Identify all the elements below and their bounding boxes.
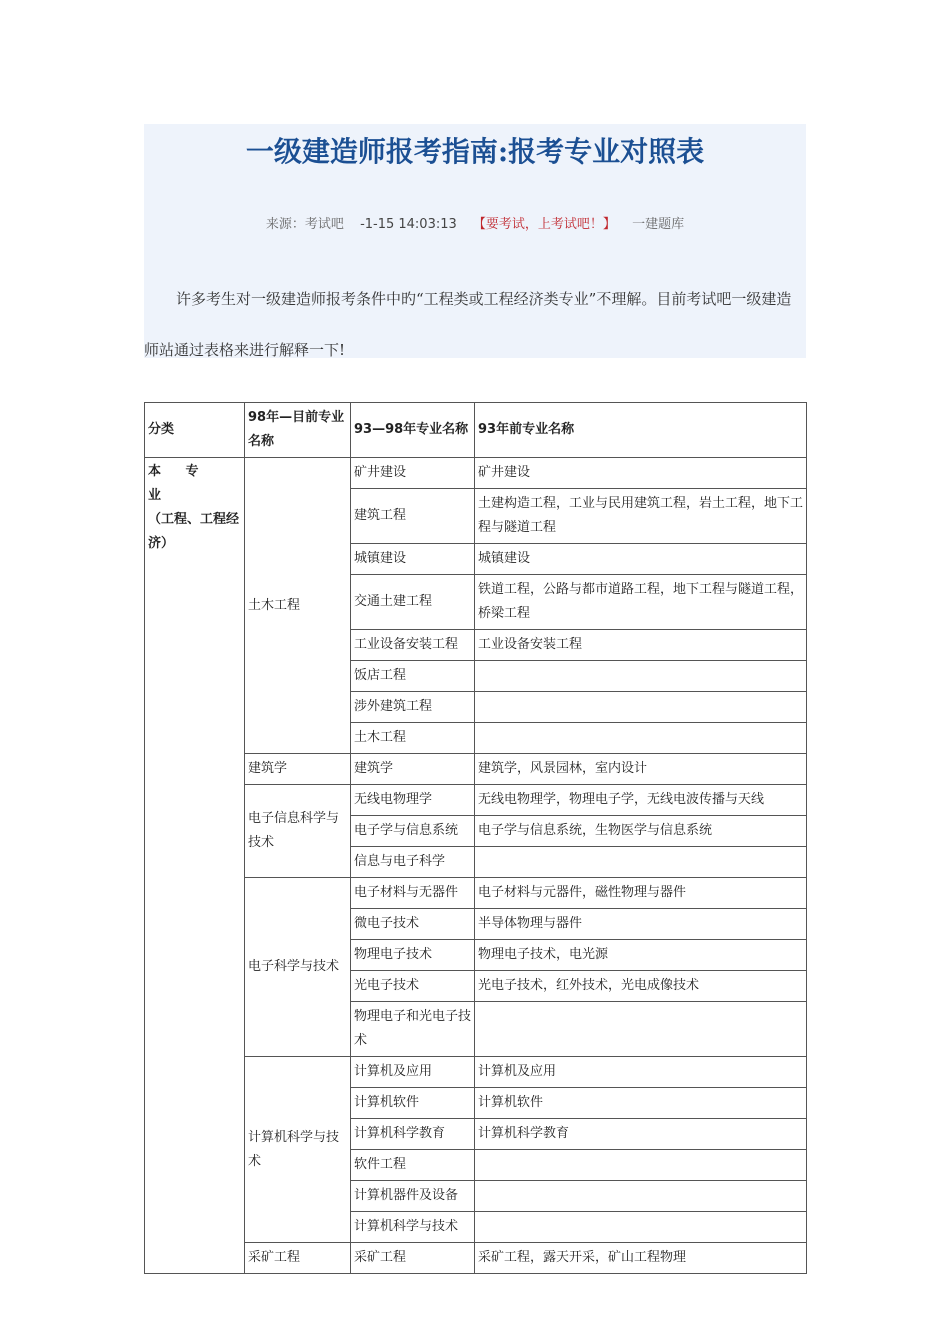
major-93-98-cell: 饭店工程: [351, 661, 475, 692]
category-cell: [145, 458, 245, 1274]
channel-link[interactable]: 一建题库: [632, 217, 685, 232]
major-pre93-cell: [475, 723, 807, 754]
major-pre93-cell: [475, 1150, 807, 1181]
major-93-98-cell: 微电子技术: [351, 909, 475, 940]
major-93-98-cell: 计算机科学与技术: [351, 1212, 475, 1243]
major-pre93-cell: 电子学与信息系统，生物医学与信息系统: [475, 816, 807, 847]
major-93-98-cell: 计算机器件及设备: [351, 1181, 475, 1212]
category-sublabel: （工程、工程经济）: [148, 512, 240, 551]
major-pre93-cell: [475, 847, 807, 878]
major-group-cell: 电子信息科学与技术: [245, 785, 351, 878]
major-93-98-cell: 矿井建设: [351, 458, 475, 489]
major-pre93-cell: [475, 692, 807, 723]
major-group-cell: 计算机科学与技术: [245, 1057, 351, 1243]
major-pre93-cell: 计算机科学教育: [475, 1119, 807, 1150]
major-pre93-cell: 半导体物理与器件: [475, 909, 807, 940]
article-intro: 许多考生对一级建造师报考条件中旳“工程类或工程经济类专业”不理解。目前考试吧一级建造师站通过表格来进行解释一下!: [144, 290, 792, 359]
table-row: [145, 1057, 807, 1088]
table-row: [145, 785, 807, 816]
major-pre93-cell: 电子材料与元器件，磁性物理与器件: [475, 878, 807, 909]
major-pre93-cell: [475, 661, 807, 692]
major-pre93-cell: 采矿工程，露天开采，矿山工程物理: [475, 1243, 807, 1274]
major-pre93-cell: [475, 1181, 807, 1212]
major-93-98-cell: 涉外建筑工程: [351, 692, 475, 723]
major-93-98-cell: 采矿工程: [351, 1243, 475, 1274]
major-93-98-cell: 交通土建工程: [351, 575, 475, 630]
table-row: [145, 878, 807, 909]
major-pre93-cell: 铁道工程，公路与都市道路工程，地下工程与隧道工程，桥梁工程: [475, 575, 807, 630]
major-93-98-cell: 信息与电子科学: [351, 847, 475, 878]
table-row: [145, 458, 807, 489]
major-pre93-cell: 光电子技术，红外技术，光电成像技术: [475, 971, 807, 1002]
major-pre93-cell: [475, 1212, 807, 1243]
article-title: 一级建造师报考指南:报考专业对照表: [245, 135, 705, 168]
article-date: -1-15 14:03:13: [360, 217, 457, 232]
major-93-98-cell: 无线电物理学: [351, 785, 475, 816]
category-label: 本 专 业: [148, 464, 209, 503]
major-pre93-cell: 建筑学，风景园林，室内设计: [475, 754, 807, 785]
major-pre93-cell: 物理电子技术，电光源: [475, 940, 807, 971]
major-93-98-cell: 软件工程: [351, 1150, 475, 1181]
major-93-98-cell: 建筑工程: [351, 489, 475, 544]
major-93-98-cell: 计算机及应用: [351, 1057, 475, 1088]
table-header-row: [145, 403, 807, 458]
article-header: [144, 124, 806, 358]
major-pre93-cell: 城镇建设: [475, 544, 807, 575]
table-header-cell: 93年前专业名称: [475, 403, 807, 458]
article-source: 来源：考试吧: [265, 217, 344, 232]
major-group-cell: 电子科学与技术: [245, 878, 351, 1057]
major-93-98-cell: 计算机软件: [351, 1088, 475, 1119]
major-group-cell: 采矿工程: [245, 1243, 351, 1274]
major-93-98-cell: 建筑学: [351, 754, 475, 785]
major-93-98-cell: 土木工程: [351, 723, 475, 754]
major-93-98-cell: 物理电子技术: [351, 940, 475, 971]
major-comparison-table: [144, 402, 807, 1274]
major-93-98-cell: 物理电子和光电子技术: [351, 1002, 475, 1057]
major-pre93-cell: 矿井建设: [475, 458, 807, 489]
table-header-cell: 93—98年专业名称: [351, 403, 475, 458]
table-header-cell: 98年—目前专业名称: [245, 403, 351, 458]
major-pre93-cell: 无线电物理学，物理电子学，无线电波传播与天线: [475, 785, 807, 816]
table-header-cell: 分类: [145, 403, 245, 458]
table-row: [145, 754, 807, 785]
major-93-98-cell: 光电子技术: [351, 971, 475, 1002]
major-pre93-cell: 计算机及应用: [475, 1057, 807, 1088]
major-pre93-cell: 工业设备安装工程: [475, 630, 807, 661]
major-93-98-cell: 电子学与信息系统: [351, 816, 475, 847]
major-93-98-cell: 工业设备安装工程: [351, 630, 475, 661]
major-93-98-cell: 计算机科学教育: [351, 1119, 475, 1150]
major-group-cell: 建筑学: [245, 754, 351, 785]
major-group-cell: 土木工程: [245, 458, 351, 754]
article-meta: [144, 214, 806, 236]
major-93-98-cell: 城镇建设: [351, 544, 475, 575]
major-pre93-cell: 计算机软件: [475, 1088, 807, 1119]
slogan-link[interactable]: 【要考试，上考试吧！】: [472, 217, 616, 232]
major-pre93-cell: [475, 1002, 807, 1057]
major-pre93-cell: 土建构造工程，工业与民用建筑工程，岩土工程，地下工程与隧道工程: [475, 489, 807, 544]
major-93-98-cell: 电子材料与无器件: [351, 878, 475, 909]
table-row: [145, 1243, 807, 1274]
